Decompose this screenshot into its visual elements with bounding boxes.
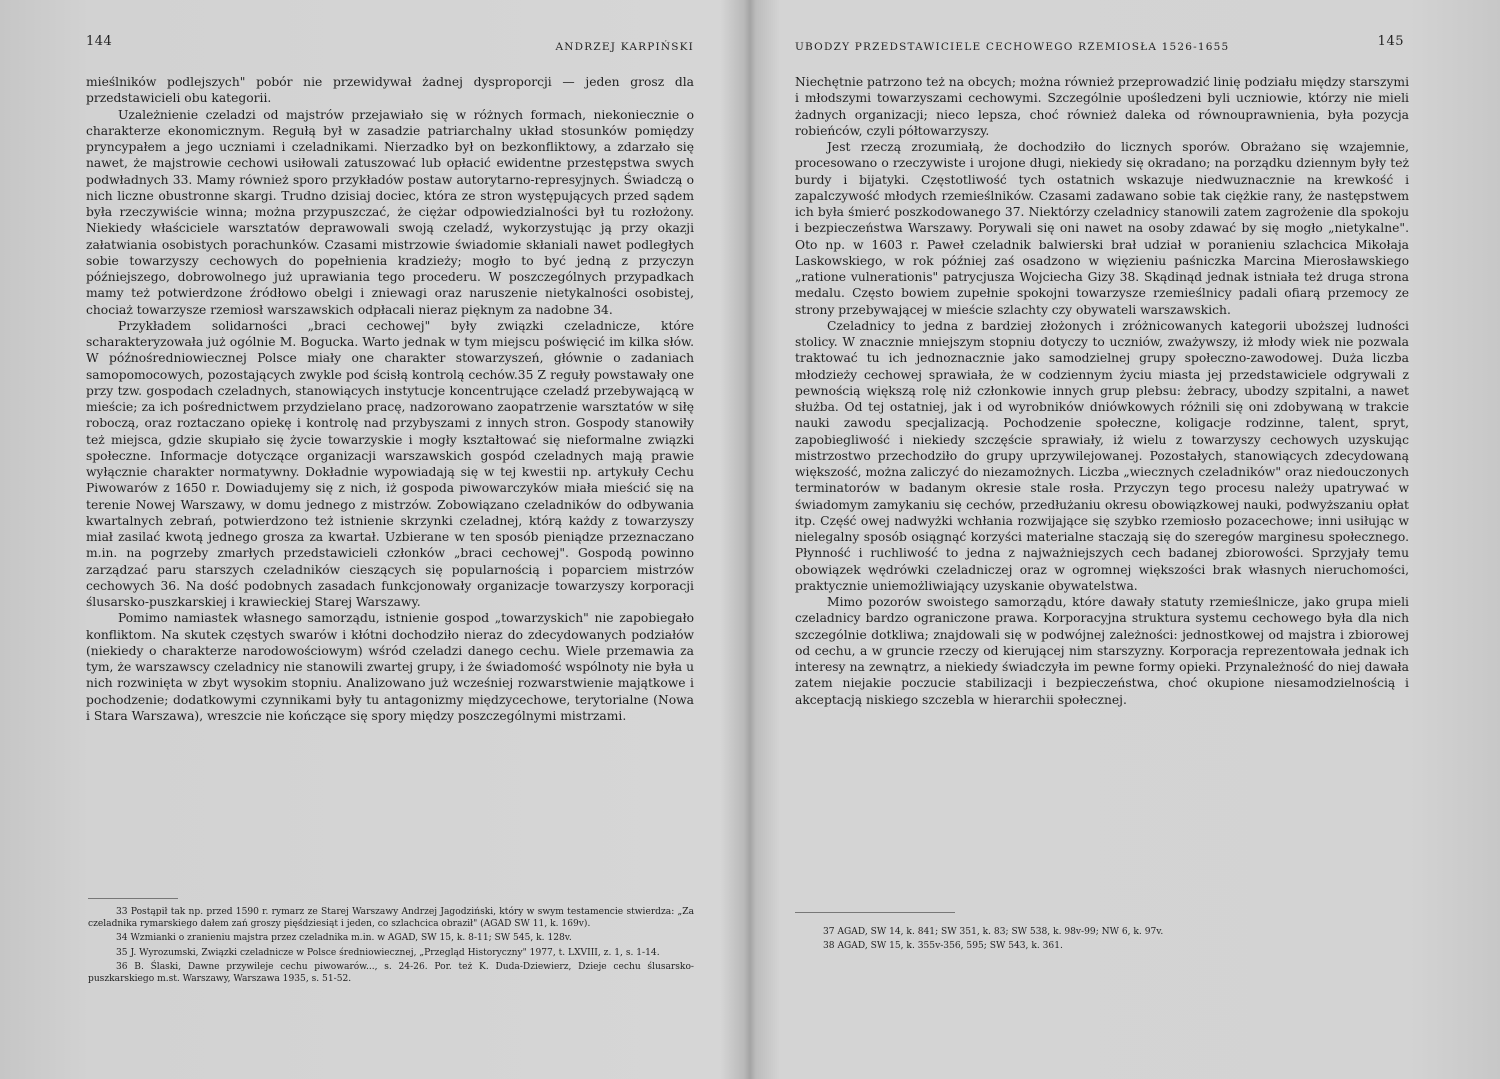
body-text xyxy=(86,74,694,724)
paragraph: Niechętnie patrzono też na obcych; można również przeprowadzić linię podziału między starszymi i młodszymi towarzyszami cechowymi. Szczególnie upośledzeni byli uczniowie, którzy nie mieli żadnych organizacji; nieco lepsza, choć również daleka od równouprawnienia, była pozycja robieńców, czyli półtowarzyszy. xyxy=(795,75,1410,138)
paragraph: Jest rzeczą zrozumiałą, że dochodziło do licznych sporów. Obrażano się wzajemnie, procesowano o rzeczywiste i urojone długi, niekiedy się okradano; na porządku dziennym były też burdy i bijatyki. Częstotliwość tych ostatnich wskazuje niedwuznacznie na krewkość i zapalczywość młodych rzemieślników. Czasami zadawano sobie tak ciężkie rany, że następstwem ich była śmierć poszkodowanego 37. Niektórzy czeladnicy stanowili zatem zagrożenie dla spokoju i bezpieczeństwa Warszawy. Porywali się oni nawet na osoby zdawać by się mogło „nietykalne". Oto np. w 1603 r. Paweł czeladnik balwierski brał udział w poranieniu szlachcica Mikołaja Laskowskiego, w rok później zaś osadzono w więzieniu paśniczka Marcina Mierosławskiego „ratione vulnerationis" patrycjusza Wojciecha Gizy 38. Skądinąd jednak istniała też druga strona medalu. Często bowiem zupełnie spokojni towarzysze rzemieślnicy padali ofiarą przemocy ze strony przebywającej w mieście szlachty czy obywateli warszawskich. xyxy=(795,140,1409,317)
footnote: 36 B. Ślaski, Dawne przywileje cechu piwowarów..., s. 24-26. Por. też K. Duda-Dziewierz, Dzieje cechu ślusarsko-puszkarskiego m.st. Warszawy, Warszawa 1935, s. 51-52. xyxy=(88,961,694,985)
footnotes xyxy=(795,926,1409,954)
body-text xyxy=(795,74,1409,708)
running-head: UBODZY PRZEDSTAWICIELE CECHOWEGO RZEMIOSŁA 1526-1655 xyxy=(795,41,1230,53)
footnote: 34 Wzmianki o zranieniu majstra przez czeladnika m.in. w AGAD, SW 15, k. 8-11; SW 545, k. 128v. xyxy=(116,933,572,944)
paragraph: Pomimo namiastek własnego samorządu, istnienie gospod „towarzyskich" nie zapobiegało konfliktom. Na skutek częstych swarów i kłótni dochodziło nieraz do zdecydowanych podziałów (niekiedy o charakterze narodowościowym) wśród czeladzi danego cechu. Wiele przemawia za tym, że warszawscy czeladnicy nie stanowili zwartej grupy, i że świadomość wspólnoty nie była u nich rozwinięta w zbyt wysokim stopniu. Analizowano już wcześniej rozwarstwienie majątkowe i pochodzenie; dodatkowymi czynnikami były tu antagonizmy międzycechowe, terytorialne (Nowa i Stara Warszawa), wreszcie nie kończące się spory między poszczególnymi mistrzami. xyxy=(86,611,694,723)
footnote: 38 AGAD, SW 15, k. 355v-356, 595; SW 543, k. 361. xyxy=(823,941,1063,952)
page-number: 145 xyxy=(1377,34,1404,49)
paragraph: Przykładem solidarności „braci cechowej" były związki czeladnicze, które scharakteryzowała już ogólnie M. Bogucka. Warto jednak w tym miejscu poświęcić im kilka słów. W późnośredniowiecznej Polsce miały one charakter stowarzyszeń, głównie o zadaniach samopomocowych, pozostających zwykle pod ścisłą kontrolą cechów.35 Z reguły powstawały one przy tzw. gospodach czeladnych, stanowiących instytucje koncentrujące czeladź przebywającą w mieście; za ich pośrednictwem przydzielano pracę, nadzorowano zaopatrzenie warsztatów w siłę roboczą, oraz roztaczano opiekę i kontrolę nad przybyszami z innych stron. Gospody stanowiły też miejsca, gdzie skupiało się życie towarzyskie i mogły kształtować się nieformalne związki społeczne. Informacje dotyczące organizacji warszawskich gospód czeladnych mają prawie wyłącznie charakter normatywny. Dokładnie wypowiadają się w tej kwestii np. artykuły Cechu Piwowarów z 1650 r. Dowiadujemy się z nich, iż gospoda piwowarczyków miała mieścić się na terenie Nowej Warszawy, w domu jednego z mistrzów. Zobowiązano czeladników do odbywania kwartalnych zebrań, potwierdzono też istnienie skrzynki czeladnej, którą każdy z towarzyszy miał zasilać kwotą jednego grosza za kwartał. Uzbierane w ten sposób pieniądze przeznaczano m.in. na pogrzeby zmarłych przedstawicieli członków „braci cechowej". Gospodą powinno zarządzać paru starszych czeladników cieszących się popularnością i poparciem mistrzów cechowych 36. Na dość podobnych zasadach funkcjonowały organizacje towarzyszy korporacji ślusarsko-puszkarskiej i krawieckiej Starej Warszawy. xyxy=(86,318,694,609)
footnote-rule xyxy=(88,898,178,899)
footnote: 33 Postąpił tak np. przed 1590 r. rymarz ze Starej Warszawy Andrzej Jagodziński, który w swym testamencie stwierdza: „Za czeladnika rymarskiego dałem zań groszy pięśdziesiąt i jeden, co szlachcica obraził" (AGAD SW 11, k. 169v). xyxy=(88,907,694,930)
page-number: 144 xyxy=(86,34,113,49)
footnote: 37 AGAD, SW 14, k. 841; SW 351, k. 83; SW 538, k. 98v-99; NW 6, k. 97v. xyxy=(823,927,1164,937)
paragraph: Uzależnienie czeladzi od majstrów przejawiało się w różnych formach, niekoniecznie o charakterze ekonomicznym. Regułą był w zasadzie patriarchalny układ stosunków pomiędzy pryncypałem a jego uczniami i czeladnikami. Nierzadko był on bezkonfliktowy, a zdarzało się nawet, że majstrowie cechowi usiłowali zatuszować lub opłacić ewidentne przestępstwa swych podwładnych 33. Mamy również sporo przykładów postaw autorytarno-represyjnych. Świadczą o nich liczne obustronne skargi. Trudno dzisiaj dociec, która ze stron występujących przed sądem była rzeczywiście winna; można przypuszczać, że ciężar odpowiedzialności był tu rozłożony. Niekiedy właściciele warsztatów deprawowali swoją czeladź, wykorzystując ją przy okazji załatwiania osobistych porachunków. Czasami mistrzowie świadomie skłaniali nawet podległych sobie towarzyszy cechowych do popełnienia kradzieży; mogło to być jedną z przyczyn późniejszego, dobrowolnego już uprawiania tego procederu. W poszczególnych przypadkach mamy też potwierdzone źródłowo obelgi i zniewagi oraz naruszenie nietykalności osobistej, chociaż towarzysze rzemiosł warszawskich odpłacali nieraz pięknym za nadobne 34. xyxy=(86,107,694,317)
footnote-rule xyxy=(795,912,955,913)
footnotes xyxy=(88,906,694,987)
right-page xyxy=(750,0,1500,1079)
running-head: ANDRZEJ KARPIŃSKI xyxy=(555,41,694,53)
footnote: 35 J. Wyrozumski, Związki czeladnicze w Polsce średniowiecznej, „Przegląd Historyczny" 1977, t. LXVIII, z. 1, s. 1-14. xyxy=(116,947,660,958)
paragraph: Czeladnicy to jedna z bardziej złożonych i zróżnicowanych kategorii uboższej ludności stolicy. W znacznie mniejszym stopniu dotyczy to uczniów, zważywszy, iż młody wiek nie pozwala traktować tu ich jednoznacznie jako samodzielnej grupy społeczno-zawodowej. Duża liczba młodzieży cechowej sprawiała, że w codziennym życiu miasta jej przedstawiciele odgrywali z pewnością większą rolę niż członkowie innych grup plebsu: żebracy, ubodzy szpitalni, a nawet służba. Od tej ostatniej, jak i od wyrobników dniówkowych różnili się oni zdobywaną w trakcie nauki zawodu specjalizacją. Pochodzenie społeczne, koligacje rodzinne, talent, spryt, zapobiegliwość i niekiedy szczęście sprawiały, iż wielu z towarzyszy cechowych uzyskując mistrzostwo przechodziło do grupy uprzywilejowanej. Pozostałych, stanowiących zdecydowaną większość, można zaliczyć do niezamożnych. Liczba „wiecznych czeladników" oraz niedouczonych terminatorów w badanym okresie stale rosła. Przyczyn tego procesu należy upatrywać w świadomym zamykaniu się cechów, przedłużaniu okresu obowiązkowej nauki, podwyższaniu opłat itp. Część owej nadwyżki wchłania rozwijające się szybko rzemiosło pozacechowe; inni usiłując w nielegalny sposób osiągnąć korzyści materialne staczają się do szeregów marginesu społecznego. Płynność i ruchliwość to jedna z najważniejszych cech badanej zbiorowości. Sprzyjały temu obowiązek wędrówki czeladniczej oraz w ogromnej większości brak własnych nieruchomości, praktycznie uniemożliwiający uzyskanie obywatelstwa. xyxy=(795,318,1409,593)
paragraph: mieślników podlejszych" pobór nie przewidywał żadnej dysproporcji — jeden grosz dla przedstawicieli obu kategorii. xyxy=(86,75,694,106)
paragraph: Mimo pozorów swoistego samorządu, które dawały statuty rzemieślnicze, jako grupa mieli czeladnicy bardzo ograniczone prawa. Korporacyjna struktura systemu cechowego była dla nich szczególnie dotkliwa; znajdowali się w podwójnej zależności: jednostkowej od majstra i zbiorowej od cechu, a w gruncie rzeczy od kierującej nim starszyzny. Korporacja reprezentowała jednak ich interesy na zewnątrz, a niekiedy świadczyła im pewne formy opieki. Przynależność do niej dawała zatem niejakie poczucie stabilizacji i bezpieczeństwa, choć okupione niesamodzielnością i akceptacją niskiego szczebla w hierarchii społecznej. xyxy=(795,595,1409,707)
